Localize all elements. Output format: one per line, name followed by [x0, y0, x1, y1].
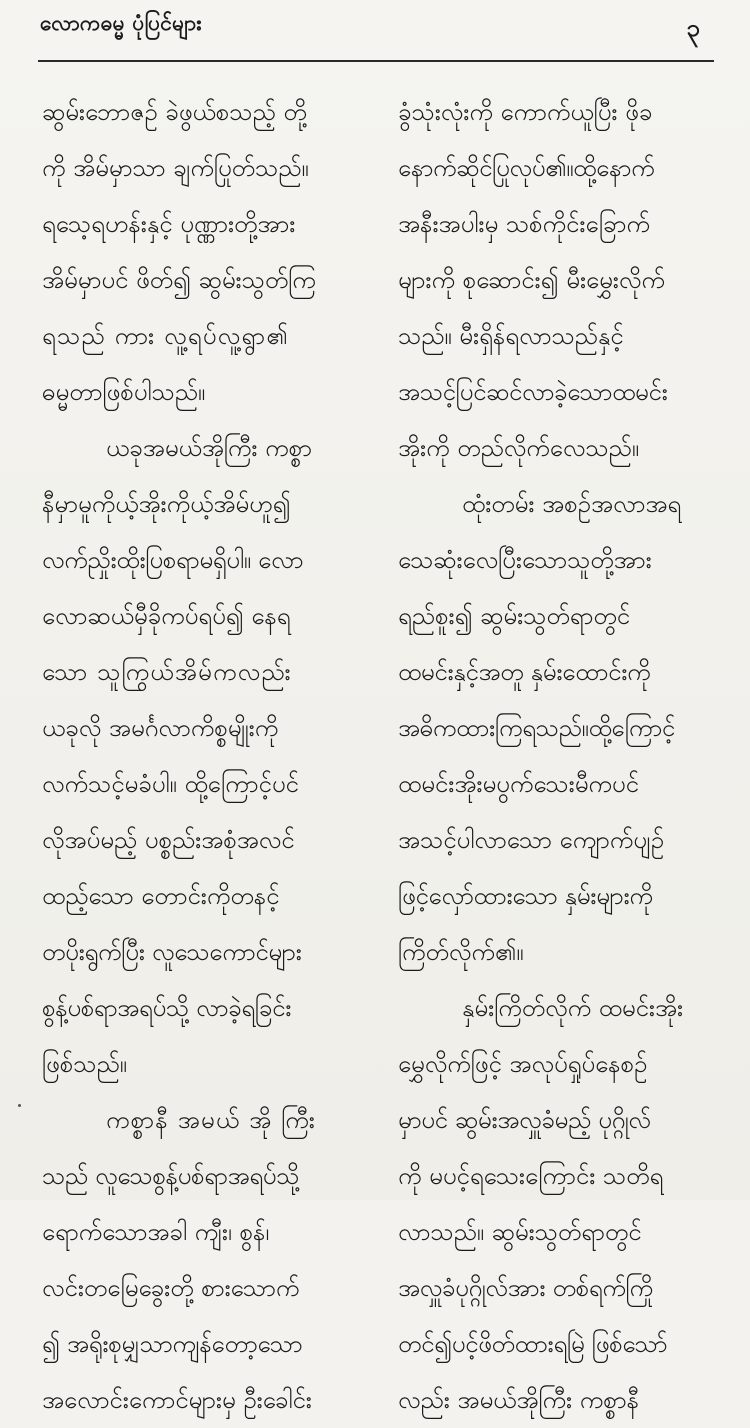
text-line: အလောင်းကောင်များမှ ဦးခေါင်း — [42, 1386, 312, 1414]
text-line: ထမင်းအိုးမပွက်သေးမီကပင် — [398, 770, 639, 798]
text-line: အဓိကထားကြရသည်။ထို့ကြောင့် — [398, 714, 675, 742]
text-line: မှာပင် ဆွမ်းအလှူခံမည့် ပုဂ္ဂိုလ် — [398, 1106, 651, 1134]
text-line: ထည့်သော တောင်းကိုတနင့် — [42, 882, 280, 910]
text-line: သေဆုံးလေပြီးသောသူတို့အား — [398, 546, 652, 574]
text-line: ဖြင့်လှော်ထားသော နှမ်းများကို — [398, 882, 653, 910]
text-line: အလှူခံပုဂ္ဂိုလ်အား တစ်ရက်ကြို — [398, 1274, 653, 1302]
text-line: နောက်ဆိုင်ပြုလုပ်၏။ထို့နောက် — [398, 154, 655, 182]
text-line: လာသည်။ ဆွမ်းသွတ်ရာတွင် — [398, 1218, 642, 1246]
paragraph-start-line: ယခုအမယ်အိုကြီး ကစ္စာ — [106, 434, 312, 462]
text-line: အသင့်ပါလာသော ကျောက်ပျဉ် — [398, 826, 665, 854]
text-line: သည် လူသေစွန့်ပစ်ရာအရပ်သို့ — [42, 1162, 300, 1190]
text-line: လည်း အမယ်အိုကြီး ကစ္စာနီ — [398, 1386, 640, 1414]
text-line: များကို စုဆောင်း၍ မီးမွှေးလိုက် — [398, 266, 665, 294]
text-line: ဆွမ်းဘောဇဉ် ခဲဖွယ်စသည့် တို့ — [42, 98, 307, 126]
text-line: တပိုးရွက်ပြီး လူသေကောင်များ — [42, 938, 302, 966]
paragraph-start-line: ထုံးတမ်း အစဉ်အလာအရ — [462, 490, 682, 518]
text-line: လက်သင့်မခံပါ။ ထို့ကြောင့်ပင် — [42, 770, 299, 798]
running-title: လောကဓမ္မ ပုံပြင်များ — [40, 11, 202, 35]
text-line: ရသည် ကား လူ့ရပ်လူ့ရွာ၏ — [42, 322, 289, 350]
text-line: လင်းတမြေခွေးတို့ စားသောက် — [42, 1274, 300, 1302]
text-line: လိုအပ်မည့် ပစ္စည်းအစုံအလင် — [42, 826, 295, 854]
text-line: လက်ညှိုးထိုးပြစရာမရှိပါ။ လော — [42, 546, 304, 574]
text-line: သည်။ မီးရှိန်ရလာသည်နှင့် — [398, 322, 624, 350]
text-line: ဖြစ်သည်။ — [42, 1050, 127, 1078]
text-line: ကို အိမ်မှာသာ ချက်ပြုတ်သည်။ — [42, 154, 309, 182]
text-line: အသင့်ပြင်ဆင်လာခဲ့သောထမင်း — [398, 378, 668, 406]
header-rule — [38, 60, 714, 62]
text-line: အနီးအပါးမှ သစ်ကိုင်းခြောက် — [398, 210, 650, 238]
text-line: ၍ အရိုးစုမျှသာကျန်တော့သော — [42, 1330, 303, 1358]
text-line: ကို မပင့်ရသေးကြောင်း သတိရ — [398, 1162, 664, 1190]
text-line: အိုးကို တည်လိုက်လေသည်။ — [398, 434, 639, 462]
text-line: ကြိတ်လိုက်၏။ — [398, 938, 524, 966]
text-line: သော သူကြွယ်အိမ်ကလည်း — [42, 658, 292, 686]
text-line: ဓမ္မတာဖြစ်ပါသည်။ — [42, 378, 206, 406]
right-text-column — [398, 84, 728, 1428]
text-line: ရည်စူး၍ ဆွမ်းသွတ်ရာတွင် — [398, 602, 631, 630]
text-line: လောဆယ်မှီခိုကပ်ရပ်၍ နေရ — [42, 602, 291, 630]
text-line: မွှေလိုက်ဖြင့် အလုပ်ရှုပ်နေစဉ် — [398, 1050, 648, 1078]
left-text-column — [42, 84, 372, 1428]
paragraph-start-line: နှမ်းကြိတ်လိုက် ထမင်းအိုး — [462, 994, 684, 1022]
text-line: ထမင်းနှင့်အတူ နှမ်းထောင်းကို — [398, 658, 651, 686]
text-line: အိမ်မှာပင် ဖိတ်၍ ဆွမ်းသွတ်ကြ — [42, 266, 316, 294]
page-number: ၃ — [686, 14, 700, 42]
paragraph-start-line: ကစ္စာနီ အမယ် အို ကြီး — [106, 1106, 317, 1134]
text-line: ရသေ့ရဟန်းနှင့် ပုဏ္ဏားတို့အား — [42, 210, 296, 238]
text-line: နီမှာမူကိုယ့်အိုးကိုယ့်အိမ်ဟူ၍ — [42, 490, 291, 518]
text-line: ယခုလို အမင်္ဂလာကိစ္စမျိုးကို — [42, 714, 279, 742]
text-line: စွန့်ပစ်ရာအရပ်သို့ လာခဲ့ရခြင်း — [42, 994, 292, 1022]
text-line: ခွံသုံးလုံးကို ကောက်ယူပြီး ဖိုခ — [398, 98, 653, 126]
page-speck — [18, 1104, 21, 1107]
text-line: တင်၍ပင့်ဖိတ်ထားရမြဲ ဖြစ်သော် — [398, 1330, 668, 1358]
text-line: ရောက်သောအခါ ကျီး၊ စွန်၊ — [42, 1218, 270, 1246]
